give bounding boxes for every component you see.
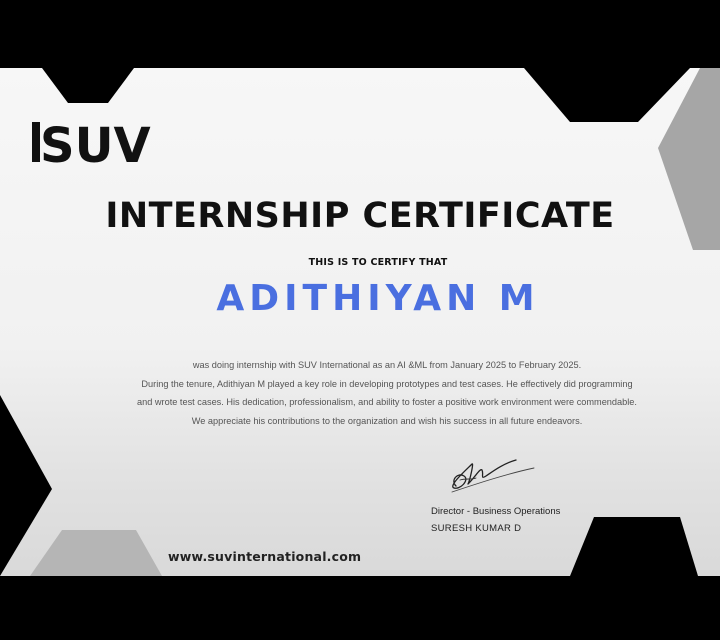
signature-scribble bbox=[446, 450, 538, 498]
logo-text: SUV bbox=[40, 118, 151, 172]
bottom-right-notch bbox=[570, 517, 698, 576]
left-black-hexagon bbox=[0, 395, 52, 576]
certificate-body bbox=[60, 356, 714, 430]
signatory-title: Director - Business Operations bbox=[431, 506, 561, 517]
body-line: We appreciate his contributions to the organization and wish his success in all future endeavors. bbox=[191, 415, 583, 426]
signatory-name: SURESH KUMAR D bbox=[431, 523, 522, 534]
certify-subtitle: THIS IS TO CERTIFY THAT bbox=[308, 257, 448, 268]
body-line: and wrote test cases. His dedication, professionalism, and ability to foster a positive work environment were commendable. bbox=[137, 397, 637, 407]
body-line: was doing internship with SUV International as an AI &ML from January 2025 to February 2025. bbox=[192, 360, 582, 370]
bottom-left-gray-hexagon bbox=[30, 530, 162, 576]
top-left-notch bbox=[42, 68, 134, 103]
suv-logo bbox=[30, 112, 160, 172]
recipient-name: ADITHIYAN M bbox=[216, 278, 540, 319]
top-right-notch bbox=[524, 68, 690, 122]
body-line: During the tenure, Adithiyan M played a key role in developing prototypes and test cases. He effectively did programming bbox=[141, 378, 633, 389]
certificate-title: INTERNSHIP CERTIFICATE bbox=[105, 196, 615, 236]
website-link[interactable]: www.suvinternational.com bbox=[168, 549, 362, 564]
